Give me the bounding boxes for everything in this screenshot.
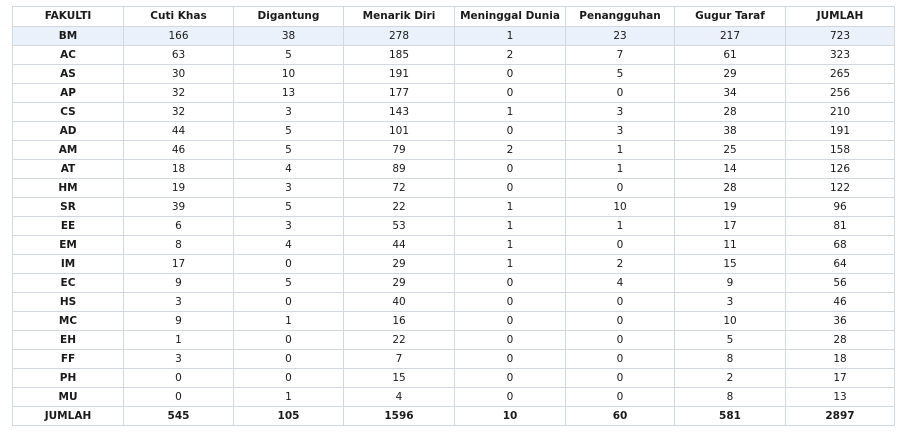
- cell-penangguhan: 10: [566, 198, 675, 217]
- cell-fakulti: SR: [13, 198, 124, 217]
- cell-jumlah: 46: [786, 293, 895, 312]
- cell-meninggal-dunia: 2: [455, 141, 566, 160]
- cell-cuti-khas: 8: [124, 236, 234, 255]
- table-row[interactable]: [13, 312, 895, 331]
- cell-fakulti: EM: [13, 236, 124, 255]
- table-row[interactable]: [13, 46, 895, 65]
- cell-penangguhan: 7: [566, 46, 675, 65]
- cell-digantung: 13: [234, 84, 344, 103]
- cell-penangguhan: 1: [566, 141, 675, 160]
- table-row[interactable]: [13, 217, 895, 236]
- cell-jumlah: 28: [786, 331, 895, 350]
- cell-gugur-taraf: 28: [675, 179, 786, 198]
- cell-cuti-khas: 17: [124, 255, 234, 274]
- cell-meninggal-dunia: 1: [455, 255, 566, 274]
- cell-fakulti: FF: [13, 350, 124, 369]
- cell-jumlah: 323: [786, 46, 895, 65]
- cell-gugur-taraf: 8: [675, 388, 786, 407]
- table-row[interactable]: [13, 179, 895, 198]
- header-row: [13, 7, 895, 27]
- cell-gugur-taraf: 17: [675, 217, 786, 236]
- cell-menarik-diri: 177: [344, 84, 455, 103]
- cell-meninggal-dunia: 0: [455, 179, 566, 198]
- total-cuti-khas: 545: [124, 407, 234, 426]
- cell-cuti-khas: 3: [124, 293, 234, 312]
- cell-meninggal-dunia: 0: [455, 122, 566, 141]
- table-row[interactable]: [13, 274, 895, 293]
- table-row[interactable]: [13, 369, 895, 388]
- cell-penangguhan: 0: [566, 369, 675, 388]
- cell-gugur-taraf: 217: [675, 27, 786, 46]
- cell-menarik-diri: 278: [344, 27, 455, 46]
- header-jumlah[interactable]: JUMLAH: [786, 7, 895, 27]
- cell-penangguhan: 0: [566, 331, 675, 350]
- report-table-container: [12, 6, 895, 426]
- table-row[interactable]: [13, 293, 895, 312]
- cell-meninggal-dunia: 1: [455, 27, 566, 46]
- total-fakulti: JUMLAH: [13, 407, 124, 426]
- cell-gugur-taraf: 28: [675, 103, 786, 122]
- cell-fakulti: BM: [13, 27, 124, 46]
- cell-menarik-diri: 191: [344, 65, 455, 84]
- cell-penangguhan: 2: [566, 255, 675, 274]
- table-row[interactable]: [13, 65, 895, 84]
- cell-fakulti: HM: [13, 179, 124, 198]
- cell-fakulti: AT: [13, 160, 124, 179]
- cell-digantung: 0: [234, 350, 344, 369]
- cell-penangguhan: 0: [566, 293, 675, 312]
- cell-cuti-khas: 39: [124, 198, 234, 217]
- cell-menarik-diri: 7: [344, 350, 455, 369]
- cell-meninggal-dunia: 0: [455, 160, 566, 179]
- cell-penangguhan: 1: [566, 217, 675, 236]
- cell-digantung: 0: [234, 331, 344, 350]
- cell-jumlah: 158: [786, 141, 895, 160]
- cell-jumlah: 256: [786, 84, 895, 103]
- cell-fakulti: AS: [13, 65, 124, 84]
- table-body: [13, 27, 895, 426]
- cell-meninggal-dunia: 0: [455, 331, 566, 350]
- cell-cuti-khas: 46: [124, 141, 234, 160]
- cell-penangguhan: 5: [566, 65, 675, 84]
- cell-gugur-taraf: 2: [675, 369, 786, 388]
- cell-digantung: 5: [234, 198, 344, 217]
- cell-digantung: 5: [234, 122, 344, 141]
- cell-cuti-khas: 44: [124, 122, 234, 141]
- cell-digantung: 5: [234, 274, 344, 293]
- cell-cuti-khas: 6: [124, 217, 234, 236]
- cell-digantung: 3: [234, 103, 344, 122]
- cell-menarik-diri: 101: [344, 122, 455, 141]
- table-row[interactable]: [13, 141, 895, 160]
- table-row[interactable]: [13, 331, 895, 350]
- total-penangguhan: 60: [566, 407, 675, 426]
- cell-fakulti: MC: [13, 312, 124, 331]
- cell-gugur-taraf: 14: [675, 160, 786, 179]
- cell-menarik-diri: 15: [344, 369, 455, 388]
- cell-jumlah: 81: [786, 217, 895, 236]
- cell-digantung: 0: [234, 369, 344, 388]
- cell-jumlah: 210: [786, 103, 895, 122]
- cell-digantung: 3: [234, 217, 344, 236]
- table-row[interactable]: [13, 160, 895, 179]
- cell-digantung: 0: [234, 293, 344, 312]
- table-row[interactable]: [13, 198, 895, 217]
- cell-gugur-taraf: 5: [675, 331, 786, 350]
- total-gugur-taraf: 581: [675, 407, 786, 426]
- cell-fakulti: AP: [13, 84, 124, 103]
- cell-fakulti: HS: [13, 293, 124, 312]
- cell-jumlah: 723: [786, 27, 895, 46]
- cell-fakulti: EE: [13, 217, 124, 236]
- cell-cuti-khas: 19: [124, 179, 234, 198]
- cell-meninggal-dunia: 1: [455, 103, 566, 122]
- header-menarik-diri[interactable]: Menarik Diri: [344, 7, 455, 27]
- cell-jumlah: 122: [786, 179, 895, 198]
- cell-gugur-taraf: 25: [675, 141, 786, 160]
- table-row[interactable]: [13, 103, 895, 122]
- cell-penangguhan: 1: [566, 160, 675, 179]
- cell-jumlah: 18: [786, 350, 895, 369]
- cell-meninggal-dunia: 1: [455, 198, 566, 217]
- cell-digantung: 4: [234, 236, 344, 255]
- table-row[interactable]: [13, 122, 895, 141]
- header-meninggal-dunia[interactable]: Meninggal Dunia: [455, 7, 566, 27]
- cell-penangguhan: 3: [566, 103, 675, 122]
- table-row[interactable]: [13, 388, 895, 407]
- cell-penangguhan: 0: [566, 350, 675, 369]
- cell-cuti-khas: 0: [124, 388, 234, 407]
- cell-penangguhan: 0: [566, 236, 675, 255]
- total-menarik-diri: 1596: [344, 407, 455, 426]
- cell-meninggal-dunia: 1: [455, 236, 566, 255]
- cell-cuti-khas: 32: [124, 84, 234, 103]
- cell-meninggal-dunia: 1: [455, 217, 566, 236]
- cell-meninggal-dunia: 0: [455, 84, 566, 103]
- cell-digantung: 10: [234, 65, 344, 84]
- cell-cuti-khas: 1: [124, 331, 234, 350]
- cell-cuti-khas: 9: [124, 274, 234, 293]
- cell-digantung: 3: [234, 179, 344, 198]
- cell-menarik-diri: 89: [344, 160, 455, 179]
- total-row: [13, 407, 895, 426]
- cell-digantung: 4: [234, 160, 344, 179]
- cell-menarik-diri: 16: [344, 312, 455, 331]
- cell-meninggal-dunia: 0: [455, 388, 566, 407]
- cell-fakulti: EC: [13, 274, 124, 293]
- cell-penangguhan: 4: [566, 274, 675, 293]
- cell-menarik-diri: 40: [344, 293, 455, 312]
- cell-jumlah: 191: [786, 122, 895, 141]
- cell-fakulti: MU: [13, 388, 124, 407]
- cell-meninggal-dunia: 2: [455, 46, 566, 65]
- cell-gugur-taraf: 34: [675, 84, 786, 103]
- cell-gugur-taraf: 29: [675, 65, 786, 84]
- cell-gugur-taraf: 15: [675, 255, 786, 274]
- table-row[interactable]: [13, 84, 895, 103]
- cell-menarik-diri: 185: [344, 46, 455, 65]
- cell-fakulti: AC: [13, 46, 124, 65]
- cell-gugur-taraf: 11: [675, 236, 786, 255]
- cell-jumlah: 56: [786, 274, 895, 293]
- cell-jumlah: 96: [786, 198, 895, 217]
- header-gugur-taraf[interactable]: Gugur Taraf: [675, 7, 786, 27]
- header-cuti-khas[interactable]: Cuti Khas: [124, 7, 234, 27]
- cell-meninggal-dunia: 0: [455, 369, 566, 388]
- cell-fakulti: CS: [13, 103, 124, 122]
- cell-menarik-diri: 72: [344, 179, 455, 198]
- faculty-status-table: [12, 6, 895, 426]
- cell-gugur-taraf: 3: [675, 293, 786, 312]
- cell-jumlah: 126: [786, 160, 895, 179]
- total-digantung: 105: [234, 407, 344, 426]
- header-fakulti[interactable]: FAKULTI: [13, 7, 124, 27]
- header-digantung[interactable]: Digantung: [234, 7, 344, 27]
- cell-menarik-diri: 53: [344, 217, 455, 236]
- cell-gugur-taraf: 61: [675, 46, 786, 65]
- cell-meninggal-dunia: 0: [455, 350, 566, 369]
- cell-meninggal-dunia: 0: [455, 312, 566, 331]
- cell-digantung: 5: [234, 46, 344, 65]
- cell-fakulti: EH: [13, 331, 124, 350]
- cell-fakulti: AD: [13, 122, 124, 141]
- cell-menarik-diri: 79: [344, 141, 455, 160]
- cell-menarik-diri: 143: [344, 103, 455, 122]
- cell-penangguhan: 23: [566, 27, 675, 46]
- cell-digantung: 38: [234, 27, 344, 46]
- table-header: [13, 7, 895, 27]
- table-row[interactable]: [13, 236, 895, 255]
- total-jumlah: 2897: [786, 407, 895, 426]
- cell-gugur-taraf: 38: [675, 122, 786, 141]
- cell-cuti-khas: 3: [124, 350, 234, 369]
- cell-gugur-taraf: 19: [675, 198, 786, 217]
- cell-gugur-taraf: 8: [675, 350, 786, 369]
- header-penangguhan[interactable]: Penangguhan: [566, 7, 675, 27]
- cell-digantung: 0: [234, 255, 344, 274]
- cell-menarik-diri: 29: [344, 255, 455, 274]
- table-row[interactable]: [13, 27, 895, 46]
- cell-penangguhan: 0: [566, 179, 675, 198]
- cell-menarik-diri: 29: [344, 274, 455, 293]
- cell-cuti-khas: 63: [124, 46, 234, 65]
- cell-menarik-diri: 22: [344, 198, 455, 217]
- cell-cuti-khas: 166: [124, 27, 234, 46]
- cell-cuti-khas: 18: [124, 160, 234, 179]
- cell-jumlah: 17: [786, 369, 895, 388]
- cell-meninggal-dunia: 0: [455, 293, 566, 312]
- cell-meninggal-dunia: 0: [455, 274, 566, 293]
- cell-fakulti: PH: [13, 369, 124, 388]
- cell-jumlah: 13: [786, 388, 895, 407]
- cell-fakulti: AM: [13, 141, 124, 160]
- cell-penangguhan: 0: [566, 388, 675, 407]
- cell-cuti-khas: 9: [124, 312, 234, 331]
- cell-cuti-khas: 0: [124, 369, 234, 388]
- cell-digantung: 1: [234, 312, 344, 331]
- cell-digantung: 1: [234, 388, 344, 407]
- cell-penangguhan: 0: [566, 84, 675, 103]
- cell-jumlah: 265: [786, 65, 895, 84]
- cell-cuti-khas: 30: [124, 65, 234, 84]
- cell-jumlah: 36: [786, 312, 895, 331]
- total-meninggal-dunia: 10: [455, 407, 566, 426]
- cell-menarik-diri: 44: [344, 236, 455, 255]
- cell-jumlah: 68: [786, 236, 895, 255]
- cell-fakulti: IM: [13, 255, 124, 274]
- table-row[interactable]: [13, 255, 895, 274]
- cell-gugur-taraf: 10: [675, 312, 786, 331]
- cell-menarik-diri: 4: [344, 388, 455, 407]
- cell-digantung: 5: [234, 141, 344, 160]
- cell-meninggal-dunia: 0: [455, 65, 566, 84]
- cell-cuti-khas: 32: [124, 103, 234, 122]
- cell-penangguhan: 0: [566, 312, 675, 331]
- table-row[interactable]: [13, 350, 895, 369]
- cell-jumlah: 64: [786, 255, 895, 274]
- cell-menarik-diri: 22: [344, 331, 455, 350]
- cell-penangguhan: 3: [566, 122, 675, 141]
- cell-gugur-taraf: 9: [675, 274, 786, 293]
